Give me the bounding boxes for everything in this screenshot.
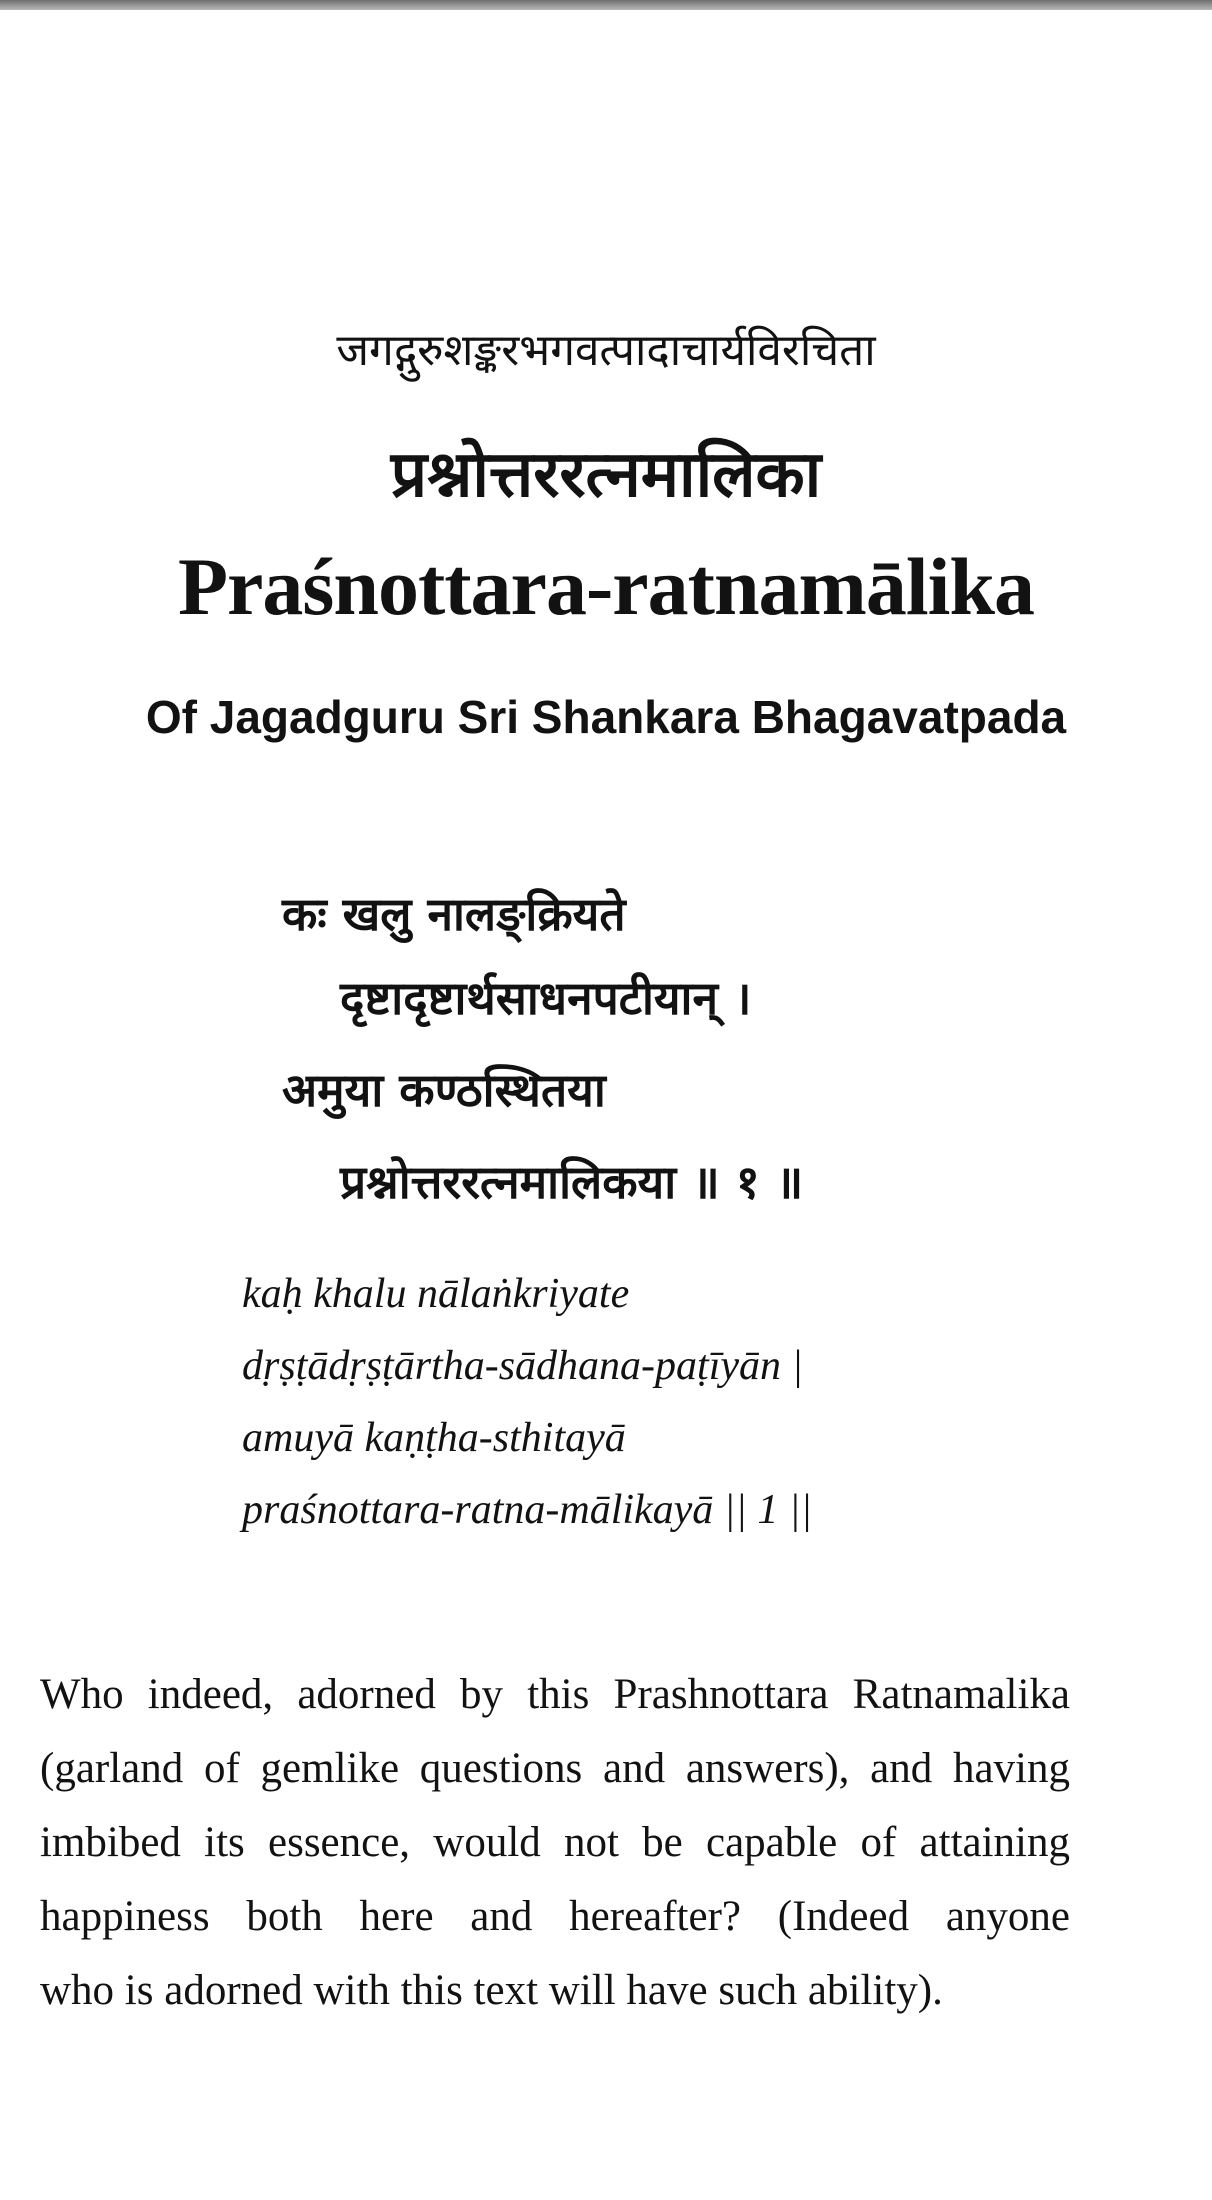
title-english: Praśnottara-ratnamālika bbox=[177, 541, 1035, 632]
title-devanagari: प्रश्नोत्तररत्नमालिका bbox=[390, 438, 822, 512]
verse-devanagari-line: प्रश्नोत्तररत्नमालिकया ॥ १ ॥ bbox=[340, 1155, 804, 1209]
subtitle-english: Of Jagadguru Sri Shankara Bhagavatpada bbox=[145, 691, 1067, 743]
translation-line: imbibed its essence, would not be capable of attaining bbox=[40, 1819, 1070, 1866]
translation-line: happiness both here and hereafter? (Indeed anyone bbox=[40, 1893, 1070, 1940]
translation-line: (garland of gemlike questions and answers), and having bbox=[40, 1745, 1070, 1792]
translation-line: who is adorned with this text will have such ability). bbox=[40, 1967, 943, 2014]
author-attribution-devanagari: जगद्गुरुशङ्करभगवत्पादाचार्यविरचिता bbox=[336, 326, 876, 375]
verse-transliteration-line: dṛṣṭādṛṣṭārtha-sādhana-paṭīyān | bbox=[242, 1343, 804, 1389]
verse-transliteration-line: amuyā kaṇṭha-sthitayā bbox=[242, 1415, 626, 1461]
verse-devanagari-line: अमुया कण्ठस्थितया bbox=[282, 1063, 606, 1117]
verse-devanagari-line: दृष्टादृष्टार्थसाधनपटीयान् । bbox=[340, 971, 752, 1025]
verse-devanagari-line: कः खलु नालङ्क्रियते bbox=[282, 887, 626, 941]
translation-line: Who indeed, adorned by this Prashnottara Ratnamalika bbox=[40, 1671, 1070, 1718]
verse-transliteration-line: kaḥ khalu nālaṅkriyate bbox=[242, 1271, 630, 1317]
verse-transliteration-line: praśnottara-ratna-mālikayā || 1 || bbox=[242, 1487, 812, 1533]
